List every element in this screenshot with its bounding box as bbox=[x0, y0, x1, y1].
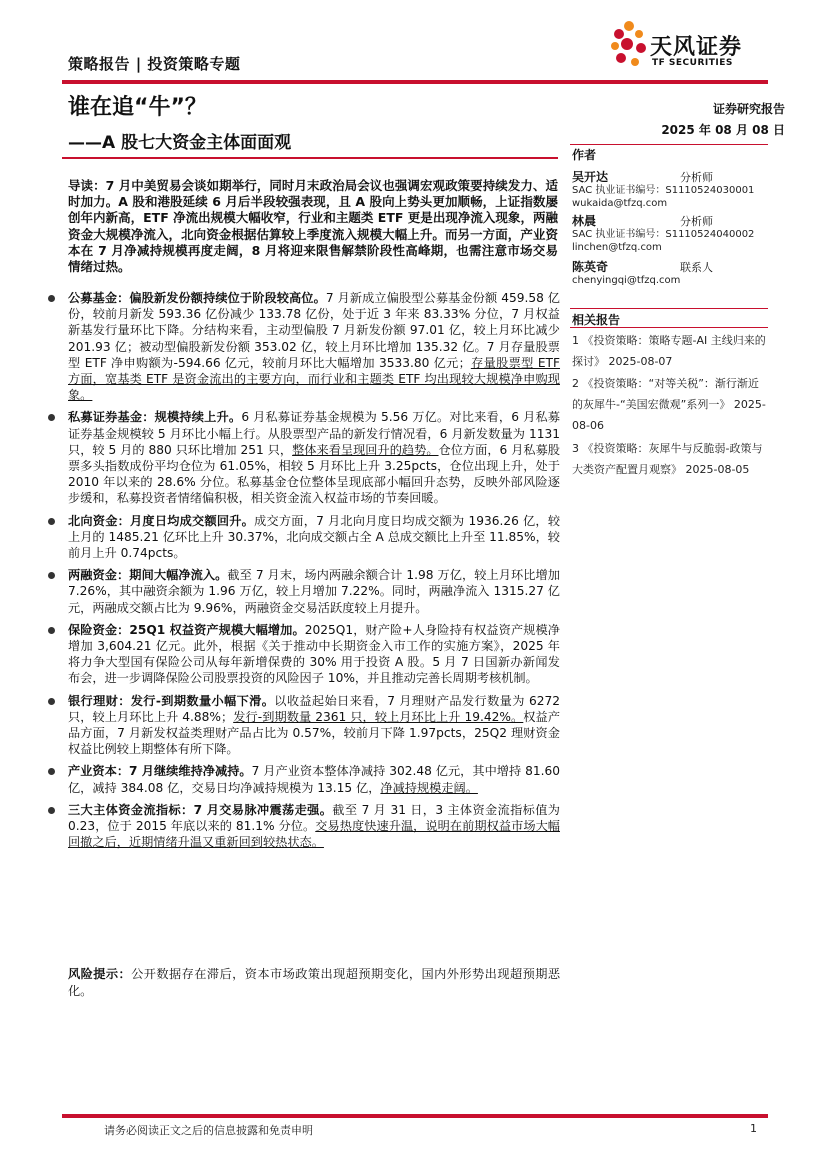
logo-text-cn: 天风证券 bbox=[650, 35, 743, 60]
footer-rule bbox=[62, 1114, 768, 1118]
analyst-card bbox=[572, 261, 768, 287]
bullet-dot-icon bbox=[48, 698, 55, 705]
related-report-link[interactable]: 3 《投资策略：灰犀牛与反脆弱-政策与大类资产配置月观察》 2025-08-05 bbox=[572, 442, 763, 476]
page-subtitle: ——A 股七大资金主体面面观 bbox=[68, 133, 292, 153]
bullet-dot-icon bbox=[48, 572, 55, 579]
list-item: 私募证券基金：规模持续上升。6 月私募证券基金规模为 5.56 万亿。对比来看，6 月私募证券基金规模较 5 月环比小幅上行。从股票型产品的新发行情况看，6 月新发数量为 1131 只，较 5 月的 880 只环比增加 251 只，整体来看呈现回升的趋势。仓位方面，6 月私募股票多头指数成份平均仓位为 61.05%，相较 5 月环比上升 3.25pcts，仓位出现上升，处于 2010 年以来的 28.6% 分位。私募基金仓位整体呈现底部小幅回升态势，反映外部风险逐步缓和，私募投资者情绪偏积极，相关资金流入权益市场的节奏回暖。 bbox=[48, 409, 560, 506]
analyst-role: 分析师 bbox=[680, 215, 713, 228]
analyst-name: 吴开达 bbox=[572, 170, 609, 184]
related-rule-top bbox=[570, 308, 768, 309]
list-item: 保险资金：25Q1 权益资产规模大幅增加。2025Q1，财产险+人身险持有权益资产规模净增加 3,604.21 亿元。此外，根据《关于推动中长期资金入市工作的实施方案》，2025 年将力争大型国有保险公司从每年新增保费的 30% 用于投资 A 股。5 月 7 日国新办新闻发布会，进一步调降保险公司股票投资的风险因子 10%，并且推动完善长周期考核机制。 bbox=[48, 622, 560, 687]
bullet-dot-icon bbox=[48, 768, 55, 775]
analyst-email[interactable]: wukaida@tfzq.com bbox=[572, 198, 668, 209]
analyst-name: 陈英奇 bbox=[572, 260, 609, 274]
bullet-dot-icon bbox=[48, 414, 55, 421]
analyst-cert: SAC 执业证书编号：S1110524030001 bbox=[572, 185, 755, 196]
report-category: 策略报告 | 投资策略专题 bbox=[68, 55, 241, 73]
analyst-card bbox=[572, 215, 768, 254]
analyst-role: 分析师 bbox=[680, 171, 713, 184]
risk-warning: 风险提示：公开数据存在滞后，资本市场政策出现超预期变化，国内外形势出现超预期恶化。 bbox=[68, 967, 561, 998]
page-title: 谁在追“牛”？ bbox=[68, 95, 207, 120]
header-rule bbox=[62, 80, 768, 84]
authors-heading: 作者 bbox=[572, 148, 597, 162]
list-item: 公募基金：偏股新发份额持续位于阶段较高位。7 月新成立偏股型公募基金份额 459.58 亿份，较前月新发 593.36 亿份减少 133.78 亿份，处于近 3 年来 83.33% 分位，7 月权益新基发行量环比下降。分结构来看，主动型偏股 7 月新发份额 97.01 亿，较上月环比减少 201.93 亿；被动型偏股新发份额 353.02 亿，较上月环比增加 135.32 亿。7 月存量股票型 ETF 净申购额为-594.66 亿元，较前月环比大幅增加 3533.80 亿元；存量股票型 ETF 方面，宽基类 ETF 是资金流出的主要方向，而行业和主题类 ETF 均出现较大规模净申购现象。 bbox=[48, 290, 560, 403]
analyst-email[interactable]: chenyingqi@tfzq.com bbox=[572, 275, 681, 286]
list-item: 银行理财：发行-到期数量小幅下滑。以收益起始日来看，7 月理财产品发行数量为 6272 只，较上月环比上升 4.88%；发行-到期数量 2361 只，较上月环比上升 19.42%。权益产品方面，7 月新发权益类理财产品占比为 0.57%，较前月下降 1.97pcts，25Q2 理财资金权益比例较上期整体有所下降。 bbox=[48, 693, 560, 758]
bullet-dot-icon bbox=[48, 518, 55, 525]
analyst-email[interactable]: linchen@tfzq.com bbox=[572, 242, 662, 253]
related-rule-bottom bbox=[570, 327, 768, 328]
list-item: 产业资本：7 月继续维持净减持。7 月产业资本整体净减持 302.48 亿元，其中增持 81.60 亿，减持 384.08 亿，交易日均净减持规模为 13.15 亿，净减持规模走阔。 bbox=[48, 763, 560, 795]
list-item: 三大主体资金流指标：7 月交易脉冲震荡走强。截至 7 月 31 日，3 主体资金流指标值为 0.23，位于 2015 年底以来的 81.1% 分位。交易热度快速升温，说明在前期权益市场大幅回撤之后，近期情绪升温又重新回到较热状态。 bbox=[48, 802, 560, 851]
bullet-dot-icon bbox=[48, 627, 55, 634]
analyst-name: 林晨 bbox=[572, 214, 597, 228]
report-type: 证券研究报告 bbox=[712, 102, 785, 116]
related-report-link[interactable]: 2 《投资策略：“对等关税”：渐行渐近的灰犀牛-“美国宏微观”系列一》 2025-08-06 bbox=[572, 377, 766, 432]
title-rule bbox=[62, 157, 558, 159]
bullet-dot-icon bbox=[48, 807, 55, 814]
analyst-role: 联系人 bbox=[680, 261, 713, 274]
analyst-card bbox=[572, 171, 768, 210]
summary-paragraph: 导读：7 月中美贸易会谈如期举行，同时月末政治局会议也强调宏观政策要持续发力、适时加力。A 股和港股延续 6 月后半段较强表现，且 A 股向上势头更加顺畅，上证指数屡创年内新高，ETF 净流出规模大幅收窄，行业和主题类 ETF 更是出现净流入现象，两融资金大规模净流入，北向资金根据估算较上季度流入规模大幅上升。而另一方面，产业资本在 7 月净减持规模再度走阔，8 月将迎来限售解禁阶段性高峰期，也需注意市场交易情绪过热。 bbox=[68, 178, 558, 275]
sidebar-rule bbox=[570, 144, 768, 145]
related-report-link[interactable]: 1 《投资策略：策略专题-AI 主线归来的探讨》 2025-08-07 bbox=[572, 334, 766, 368]
page-number: 1 bbox=[750, 1122, 757, 1135]
list-item: 北向资金：月度日均成交额回升。成交方面，7 月北向月度日均成交额为 1936.26 亿，较上月的 1485.21 亿环比上升 30.37%，北向成交额占全 A 总成交额比上升至 11.85%，较前月上升 0.74pcts。 bbox=[48, 513, 560, 562]
footer-disclaimer: 请务必阅读正文之后的信息披露和免责申明 bbox=[104, 1124, 313, 1137]
report-date: 2025 年 08 月 08 日 bbox=[661, 123, 785, 137]
bullet-dot-icon bbox=[48, 295, 55, 302]
related-heading: 相关报告 bbox=[572, 313, 621, 327]
list-item: 两融资金：期间大幅净流入。截至 7 月末，场内两融余额合计 1.98 万亿，较上月环比增加 7.26%，其中融资余额为 1.96 万亿，较上月增加 7.22%。同时，两融净流入 1315.27 亿元，两融成交额占比为 9.96%，两融资金交易活跃度较上月提升。 bbox=[48, 567, 560, 616]
logo-flower-icon bbox=[607, 20, 651, 72]
analyst-cert: SAC 执业证书编号：S1110524040002 bbox=[572, 229, 755, 240]
logo-text-en: TF SECURITIES bbox=[652, 58, 733, 68]
key-points-list bbox=[48, 290, 560, 857]
